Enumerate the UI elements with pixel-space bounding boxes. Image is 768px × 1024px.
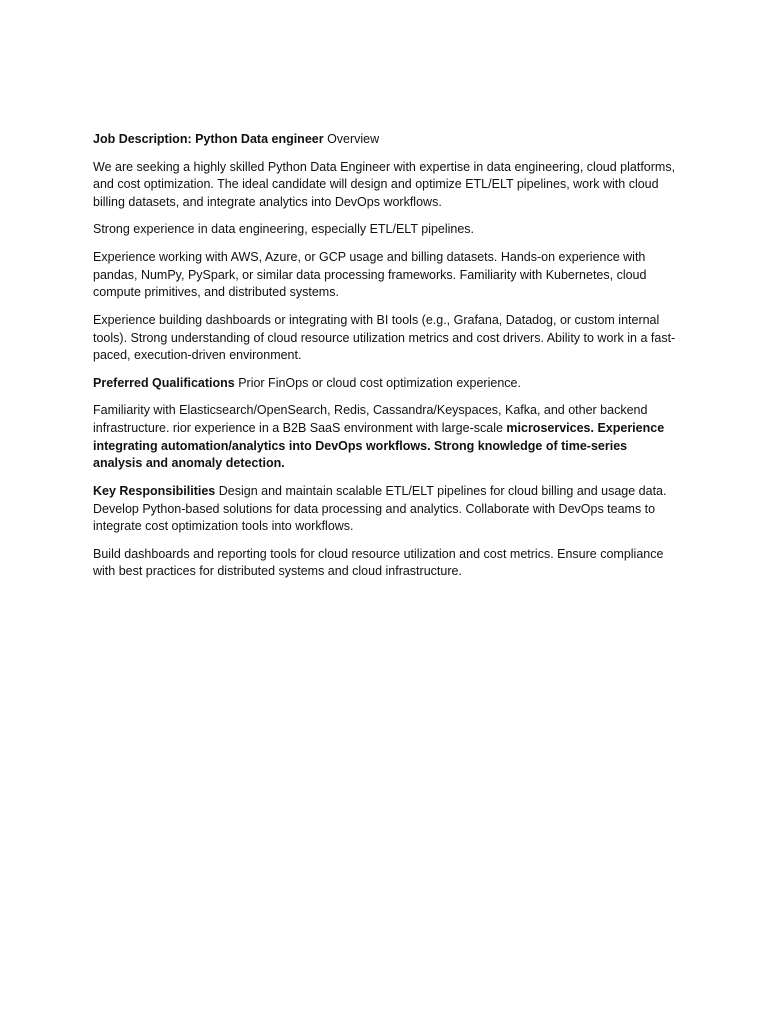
- title-suffix: Overview: [323, 132, 380, 146]
- preferred-text: Prior FinOps or cloud cost optimization experience.: [234, 375, 521, 390]
- responsibilities-heading: Key Responsibilities: [93, 483, 216, 498]
- responsibilities-paragraph-2: Build dashboards and reporting tools for cloud resource utilization and cost metrics. Ensure compliance with best practices for distributed systems and cloud infrastructure.: [93, 546, 664, 579]
- title-paragraph: [93, 131, 679, 149]
- preferred-2-bold: microservices. Experience integrating automation/analytics into DevOps workflows. Strong knowledge of time-series analysis and anomaly detection.: [93, 420, 665, 471]
- intro-paragraph: We are seeking a highly skilled Python Data Engineer with expertise in data engineering, cloud platforms, and cost optimization. The ideal candidate will design and optimize ETL/ELT pipelines, work with cloud billing datasets, and integrate analytics into DevOps workflows.: [93, 159, 676, 209]
- requirement-paragraph-1: Strong experience in data engineering, especially ETL/ELT pipelines.: [93, 222, 475, 237]
- preferred-paragraph-2: [93, 402, 679, 473]
- requirement-paragraph-2: Experience working with AWS, Azure, or GCP usage and billing datasets. Hands-on experience with pandas, NumPy, PySpark, or similar data processing frameworks. Familiarity with Kubernetes, cloud compute primitives, and distributed systems.: [93, 249, 647, 300]
- preferred-2-text: Familiarity with Elasticsearch/OpenSearch, Redis, Cassandra/Keyspaces, Kafka, and other backend infrastructure. rior experience in a B2B SaaS environment with large-scale: [93, 403, 648, 435]
- document-body: [93, 131, 679, 591]
- responsibilities-text: Design and maintain scalable ETL/ELT pipelines for cloud billing and usage data. Develop Python-based solutions for data processing and analytics. Collaborate with DevOps teams to integrate cost optimization tools into workflows.: [93, 483, 667, 534]
- document-title: Job Description: Python Data engineer: [93, 132, 324, 146]
- requirement-paragraph-3: Experience building dashboards or integrating with BI tools (e.g., Grafana, Datadog, or custom internal tools). Strong understanding of cloud resource utilization metrics and cost drivers. Ability to work in a fast-paced, execution-driven environment.: [93, 312, 676, 363]
- preferred-paragraph: [93, 375, 679, 393]
- responsibilities-paragraph: [93, 483, 679, 536]
- preferred-heading: Preferred Qualifications: [93, 375, 235, 390]
